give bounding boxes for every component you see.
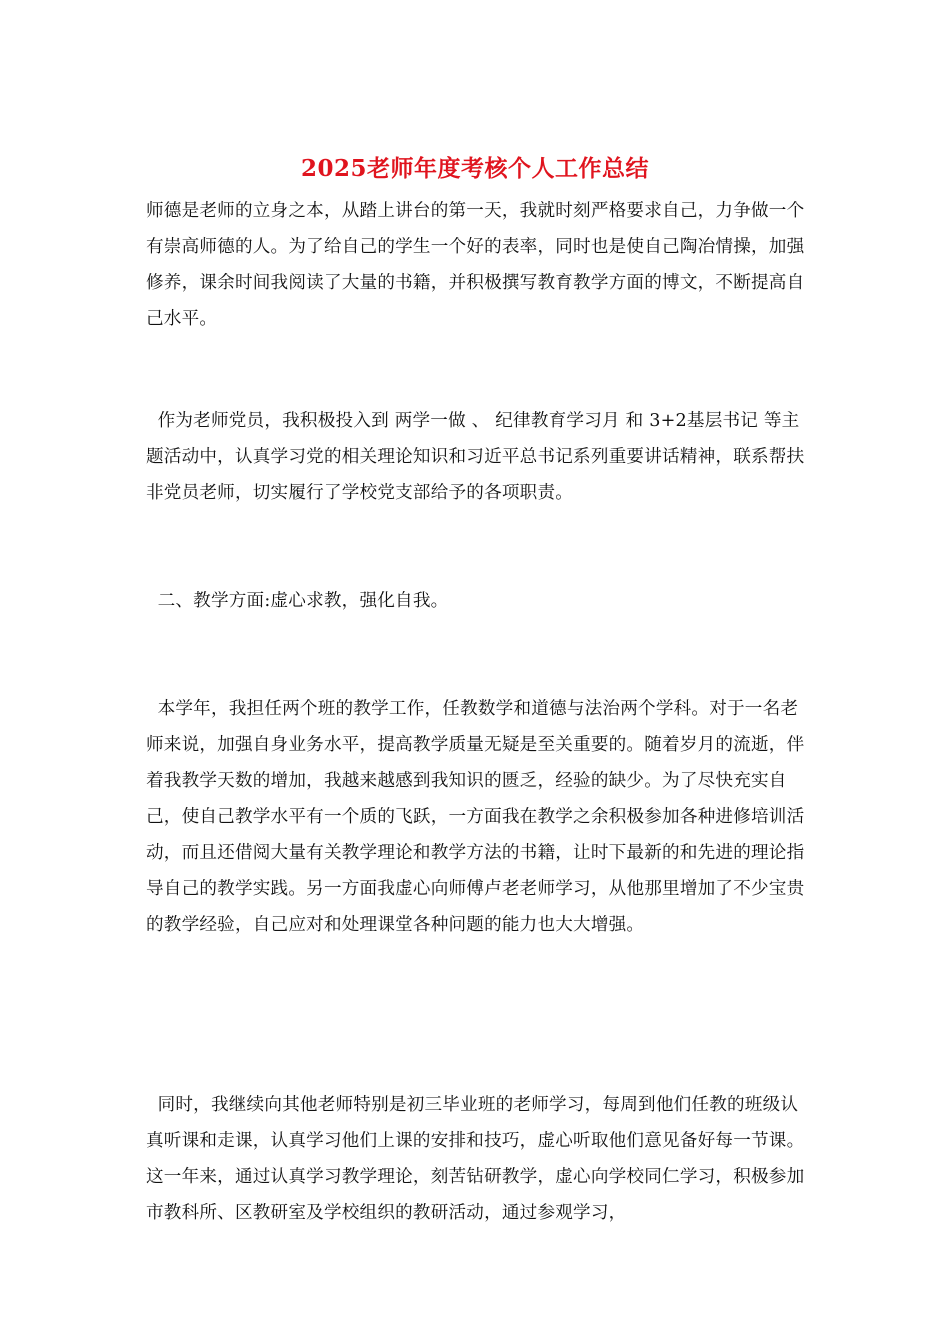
section-heading-teaching: 二、教学方面:虚心求教，强化自我。 — [146, 591, 449, 611]
paragraph-teacher-ethics: 师德是老师的立身之本，从踏上讲台的第一天，我就时刻严格要求自己，力争做一个有崇高师德的人。为了给自己的学生一个好的表率，同时也是使自己陶冶情操，加强修养，课余时间我阅读了大量的书籍，并积极撰写教育教学方面的博文，不断提高自己水平。 — [146, 201, 805, 329]
paragraph-learning-from-colleagues: 同时，我继续向其他老师特别是初三毕业班的老师学习，每周到他们任教的班级认真听课和走课，认真学习他们上课的安排和技巧，虚心听取他们意见备好每一节课。这一年来，通过认真学习教学理论，刻苦钻研教学，虚心向学校同仁学习，积极参加市教科所、区教研室及学校组织的教研活动，通过参观学习， — [146, 1095, 805, 1223]
document-title: 2025老师年度考核个人工作总结 — [300, 155, 649, 182]
paragraph-party-member: 作为老师党员，我积极投入到 两学一做 、 纪律教育学习月 和 3+2基层书记 等主题活动中，认真学习党的相关理论知识和习近平总书记系列重要讲话精神，联系帮扶非党员老师，切实履行了学校党支部给予的各项职责。 — [146, 411, 805, 503]
paragraph-teaching-work: 本学年，我担任两个班的教学工作，任教数学和道德与法治两个学科。对于一名老师来说，加强自身业务水平，提高教学质量无疑是至关重要的。随着岁月的流逝，伴着我教学天数的增加，我越来越感到我知识的匮乏，经验的缺少。为了尽快充实自己，使自己教学水平有一个质的飞跃，一方面我在教学之余积极参加各种进修培训活动，而且还借阅大量有关教学理论和教学方法的书籍，让时下最新的和先进的理论指导自己的教学实践。另一方面我虚心向师傅卢老老师学习，从他那里增加了不少宝贵的教学经验，自己应对和处理课堂各种问题的能力也大大增强。 — [146, 699, 805, 935]
